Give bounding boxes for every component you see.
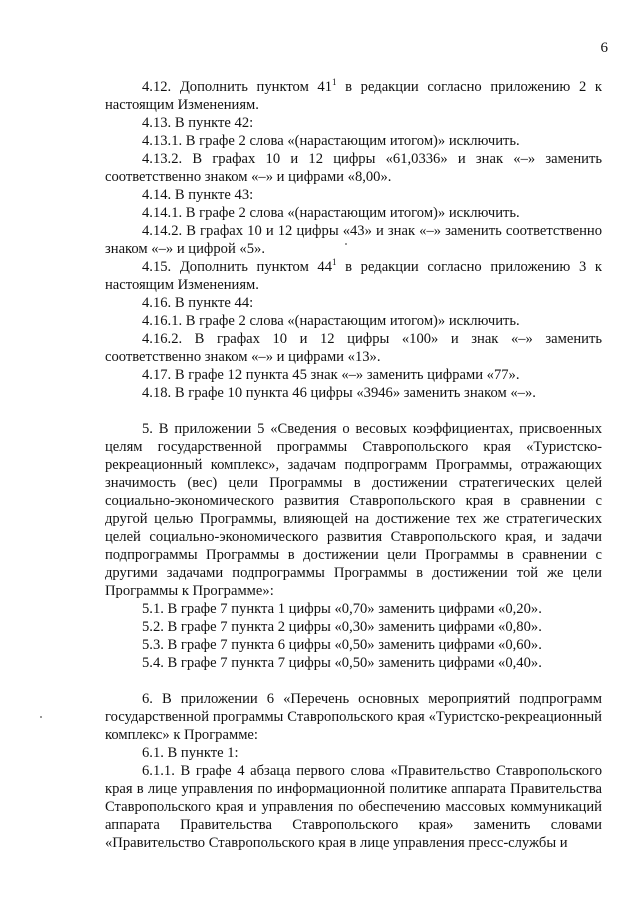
item-4-12: 4.12. Дополнить пунктом $41^1$ в редакции согласно приложению 2 к настоящим Изменениям. bbox=[105, 77, 602, 113]
item-4-14-1: 4.14.1. В графе 2 слова «(нарастающим итогом)» исключить. bbox=[142, 205, 520, 221]
item-5-4: 5.4. В графе 7 пункта 7 цифры «0,50» заменить цифрами «0,40». bbox=[142, 655, 542, 671]
scan-speck bbox=[40, 716, 42, 718]
section-gap bbox=[105, 672, 602, 690]
item-4-13-1: 4.13.1. В графе 2 слова «(нарастающим итогом)» исключить. bbox=[142, 133, 520, 149]
item-6-1-1: 6.1.1. В графе 4 абзаца первого слова «Правительство Ставропольского края в лице управления по информационной политике аппарата Правительства Ставропольского края и управления по обеспечению массовых коммуникаций аппарата Правительства Ставропольского края» заменить словами «Правительство Ставропольского края в лице управления пресс-службы и bbox=[105, 763, 602, 851]
item-4-16-1: 4.16.1. В графе 2 слова «(нарастающим итогом)» исключить. bbox=[142, 313, 520, 329]
document-body bbox=[105, 78, 602, 852]
item-5-3: 5.3. В графе 7 пункта 6 цифры «0,50» заменить цифрами «0,60». bbox=[142, 637, 542, 653]
item-4-13-2: 4.13.2. В графах 10 и 12 цифры «61,0336» и знак «–» заменить соответственно знаком «–» и цифрами «8,00». bbox=[105, 151, 602, 185]
item-4-18: 4.18. В графе 10 пункта 46 цифры «3946» заменить знаком «–». bbox=[142, 385, 536, 401]
item-5-2: 5.2. В графе 7 пункта 2 цифры «0,30» заменить цифрами «0,80». bbox=[142, 619, 542, 635]
item-4-16: 4.16. В пункте 44: bbox=[142, 295, 254, 311]
item-6-1: 6.1. В пункте 1: bbox=[142, 745, 239, 761]
page-number: 6 bbox=[600, 40, 608, 56]
item-5: 5. В приложении 5 «Сведения о весовых коэффициентах, присвоенных целям государственной программы Ставропольского края «Туристско-рекреационный комплекс», задачам подпрограмм Программы, отражающих значимость (вес) цели Программы в достижении стратегических целей социально-экономического развития Ставропольского края в сравнении с другой целью Программы, влияющей на достижение тех же стратегических целей социально-экономического развития Ставропольского края, и задачи подпрограммы Программы в достижении цели Программы в сравнении с другими задачами подпрограммы Программы в достижении той же цели Программы к Программе»: bbox=[105, 421, 602, 599]
item-4-16-2: 4.16.2. В графах 10 и 12 цифры «100» и знак «–» заменить соответственно знаком «–» и цифрами «13». bbox=[105, 331, 602, 365]
item-4-15: 4.15. Дополнить пунктом $44^1$ в редакции согласно приложению 3 к настоящим Изменениям. bbox=[105, 257, 602, 293]
item-4-14-2: 4.14.2. В графах 10 и 12 цифры «43» и знак «–» заменить соответственно знаком «–» и цифрой «5». bbox=[105, 223, 602, 257]
item-6: 6. В приложении 6 «Перечень основных мероприятий подпрограмм государственной программы Ставропольского края «Туристско-рекреационный комплекс» к Программе: bbox=[105, 691, 602, 743]
item-5-1: 5.1. В графе 7 пункта 1 цифры «0,70» заменить цифрами «0,20». bbox=[142, 601, 542, 617]
item-4-17: 4.17. В графе 12 пункта 45 знак «–» заменить цифрами «77». bbox=[142, 367, 520, 383]
item-4-13: 4.13. В пункте 42: bbox=[142, 115, 254, 131]
item-4-14: 4.14. В пункте 43: bbox=[142, 187, 254, 203]
section-gap bbox=[105, 402, 602, 420]
scan-speck bbox=[345, 243, 347, 245]
